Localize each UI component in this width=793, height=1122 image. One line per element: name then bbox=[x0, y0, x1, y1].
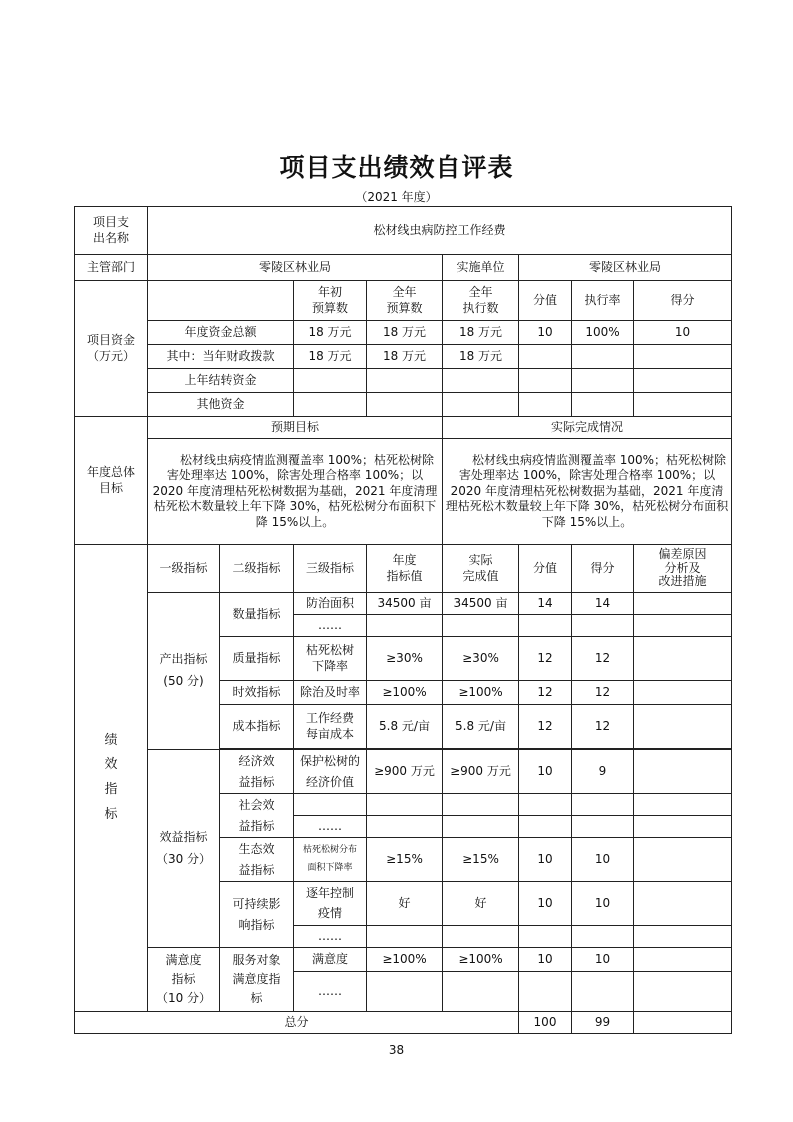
perf-header: 年度 指标值 bbox=[367, 545, 443, 593]
level2-sustainable: 可持续影 响指标 bbox=[220, 882, 294, 948]
funds-header: 年初 预算数 bbox=[294, 281, 367, 321]
actual-cell: ≥15% bbox=[443, 838, 519, 882]
level3-cell: 防治面积 bbox=[294, 593, 367, 615]
target-cell: ≥900 万元 bbox=[367, 750, 443, 794]
got-cell bbox=[572, 816, 634, 838]
score-cell bbox=[519, 972, 572, 1012]
target-cell bbox=[367, 972, 443, 1012]
remark-cell bbox=[634, 816, 732, 838]
level3-cell: …… bbox=[294, 816, 367, 838]
score-cell: 12 bbox=[519, 705, 572, 749]
score-cell: 12 bbox=[519, 681, 572, 705]
target-cell: 5.8 元/亩 bbox=[367, 705, 443, 749]
got-cell: 10 bbox=[572, 838, 634, 882]
level2-timeliness: 时效指标 bbox=[220, 681, 294, 705]
got-cell bbox=[572, 615, 634, 637]
funds-row-name: 上年结转资金 bbox=[148, 369, 294, 393]
perf-header: 得分 bbox=[572, 545, 634, 593]
actual-result-text: 松材线虫病疫情监测覆盖率 100%；枯死松树除害处理率达 100%，除害处理合格率 100%；以 2020 年度清理枯死松树数据为基础，2021 年度清理枯死松木数量较上年下降 30%，枯死松树分布面积下降 15%以上。 bbox=[443, 439, 732, 545]
goals-label: 年度总体 目标 bbox=[75, 417, 148, 545]
funds-header: 得分 bbox=[634, 281, 732, 321]
level3-cell: 除治及时率 bbox=[294, 681, 367, 705]
remark-cell bbox=[634, 794, 732, 816]
project-name-label: 项目支 出名称 bbox=[75, 207, 148, 255]
level1-satisfaction: 满意度 指标 （10 分） bbox=[148, 948, 220, 1012]
target-cell: ≥30% bbox=[367, 637, 443, 681]
level3-cell bbox=[294, 794, 367, 816]
remark-cell bbox=[634, 637, 732, 681]
funds-cell: 18 万元 bbox=[294, 345, 367, 369]
level2-economic: 经济效 益指标 bbox=[220, 750, 294, 794]
got-cell bbox=[572, 926, 634, 948]
score-cell bbox=[519, 926, 572, 948]
funds-header-blank bbox=[148, 281, 294, 321]
funds-cell bbox=[634, 345, 732, 369]
level3-cell: 逐年控制 疫情 bbox=[294, 882, 367, 926]
impl-unit-label: 实施单位 bbox=[443, 255, 519, 281]
funds-cell bbox=[443, 369, 519, 393]
actual-cell bbox=[443, 972, 519, 1012]
level2-social: 社会效 益指标 bbox=[220, 794, 294, 838]
funds-cell: 18 万元 bbox=[367, 345, 443, 369]
self-evaluation-table bbox=[74, 206, 732, 1034]
target-cell bbox=[367, 816, 443, 838]
actual-cell bbox=[443, 615, 519, 637]
perf-header: 一级指标 bbox=[148, 545, 220, 593]
funds-cell: 18 万元 bbox=[443, 345, 519, 369]
year-label: （2021 年度） bbox=[355, 190, 438, 204]
target-cell bbox=[367, 794, 443, 816]
funds-row-name: 其中：当年财政拨款 bbox=[148, 345, 294, 369]
actual-cell bbox=[443, 794, 519, 816]
target-cell: ≥100% bbox=[367, 681, 443, 705]
funds-cell bbox=[572, 369, 634, 393]
page-title: 项目支出绩效自评表 bbox=[279, 153, 514, 182]
funds-cell bbox=[572, 393, 634, 417]
funds-cell bbox=[294, 393, 367, 417]
funds-cell: 18 万元 bbox=[367, 321, 443, 345]
target-cell: 好 bbox=[367, 882, 443, 926]
remark-cell bbox=[634, 593, 732, 615]
level2-quality: 质量指标 bbox=[220, 637, 294, 681]
remark-cell bbox=[634, 882, 732, 926]
score-cell bbox=[519, 794, 572, 816]
level3-cell: 工作经费 每亩成本 bbox=[294, 705, 367, 749]
level2-quantity: 数量指标 bbox=[220, 593, 294, 637]
got-cell: 9 bbox=[572, 750, 634, 794]
funds-cell bbox=[519, 369, 572, 393]
funds-header: 分值 bbox=[519, 281, 572, 321]
page-number: 38 bbox=[388, 1043, 405, 1057]
actual-cell: ≥900 万元 bbox=[443, 750, 519, 794]
got-cell: 12 bbox=[572, 705, 634, 749]
remark-cell bbox=[634, 615, 732, 637]
remark-cell bbox=[634, 948, 732, 972]
remark-cell bbox=[634, 681, 732, 705]
funds-cell bbox=[443, 393, 519, 417]
actual-cell: 好 bbox=[443, 882, 519, 926]
funds-cell bbox=[367, 393, 443, 417]
got-cell bbox=[572, 794, 634, 816]
remark-cell bbox=[634, 838, 732, 882]
funds-header: 执行率 bbox=[572, 281, 634, 321]
level3-cell: 满意度 bbox=[294, 948, 367, 972]
target-cell bbox=[367, 926, 443, 948]
score-cell: 12 bbox=[519, 637, 572, 681]
impl-unit-value: 零陵区林业局 bbox=[519, 255, 732, 281]
funds-label: 项目资金 （万元） bbox=[75, 281, 148, 417]
perf-header: 实际 完成值 bbox=[443, 545, 519, 593]
funds-cell bbox=[294, 369, 367, 393]
actual-cell: 34500 亩 bbox=[443, 593, 519, 615]
level3-cell: 枯死松树 下降率 bbox=[294, 637, 367, 681]
total-score: 100 bbox=[519, 1012, 572, 1034]
remark-cell bbox=[634, 750, 732, 794]
funds-cell bbox=[572, 345, 634, 369]
score-cell: 10 bbox=[519, 750, 572, 794]
level3-cell: …… bbox=[294, 972, 367, 1012]
expected-goal-header: 预期目标 bbox=[148, 417, 443, 439]
level1-output: 产出指标 (50 分) bbox=[148, 593, 220, 750]
level2-ecological: 生态效 益指标 bbox=[220, 838, 294, 882]
got-cell: 12 bbox=[572, 637, 634, 681]
funds-cell: 18 万元 bbox=[294, 321, 367, 345]
perf-header: 三级指标 bbox=[294, 545, 367, 593]
funds-cell bbox=[634, 369, 732, 393]
actual-cell: ≥100% bbox=[443, 948, 519, 972]
got-cell: 14 bbox=[572, 593, 634, 615]
funds-cell bbox=[634, 393, 732, 417]
remark-cell bbox=[634, 926, 732, 948]
remark-cell bbox=[634, 705, 732, 749]
project-name-value: 松材线虫病防控工作经费 bbox=[148, 207, 732, 255]
target-cell bbox=[367, 615, 443, 637]
funds-header: 全年 执行数 bbox=[443, 281, 519, 321]
level3-cell: 枯死松树分布 面积下降率 bbox=[294, 838, 367, 882]
dept-value: 零陵区林业局 bbox=[148, 255, 443, 281]
perf-label-text: 绩效指标 bbox=[104, 732, 118, 822]
remark-cell bbox=[634, 972, 732, 1012]
actual-cell: 5.8 元/亩 bbox=[443, 705, 519, 749]
score-cell: 10 bbox=[519, 948, 572, 972]
target-cell: ≥15% bbox=[367, 838, 443, 882]
total-got: 99 bbox=[572, 1012, 634, 1034]
total-label: 总分 bbox=[75, 1012, 519, 1034]
score-cell bbox=[519, 816, 572, 838]
level2-cost: 成本指标 bbox=[220, 705, 294, 749]
level3-cell: 保护松树的 经济价值 bbox=[294, 750, 367, 794]
level3-cell: …… bbox=[294, 615, 367, 637]
dept-label: 主管部门 bbox=[75, 255, 148, 281]
funds-cell bbox=[519, 393, 572, 417]
level3-cell: …… bbox=[294, 926, 367, 948]
funds-cell bbox=[367, 369, 443, 393]
target-cell: ≥100% bbox=[367, 948, 443, 972]
actual-cell: ≥30% bbox=[443, 637, 519, 681]
funds-cell: 18 万元 bbox=[443, 321, 519, 345]
got-cell: 12 bbox=[572, 681, 634, 705]
got-cell: 10 bbox=[572, 882, 634, 926]
actual-result-header: 实际完成情况 bbox=[443, 417, 732, 439]
funds-row-name: 年度资金总额 bbox=[148, 321, 294, 345]
funds-header: 全年 预算数 bbox=[367, 281, 443, 321]
perf-header: 偏差原因 分析及 改进措施 bbox=[634, 545, 732, 593]
perf-header: 二级指标 bbox=[220, 545, 294, 593]
target-cell: 34500 亩 bbox=[367, 593, 443, 615]
expected-goal-text: 松材线虫病疫情监测覆盖率 100%；枯死松树除害处理率达 100%，除害处理合格率 100%；以 2020 年度清理枯死松树数据为基础，2021 年度清理枯死松木数量较上年下降 30%，枯死松树分布面积下降 15%以上。 bbox=[148, 439, 443, 545]
perf-label bbox=[75, 545, 148, 1012]
score-cell bbox=[519, 615, 572, 637]
score-cell: 14 bbox=[519, 593, 572, 615]
actual-cell bbox=[443, 816, 519, 838]
total-remark bbox=[634, 1012, 732, 1034]
actual-cell bbox=[443, 926, 519, 948]
got-cell bbox=[572, 972, 634, 1012]
got-cell: 10 bbox=[572, 948, 634, 972]
score-cell: 10 bbox=[519, 882, 572, 926]
funds-row-name: 其他资金 bbox=[148, 393, 294, 417]
funds-cell bbox=[519, 345, 572, 369]
level2-service: 服务对象 满意度指 标 bbox=[220, 948, 294, 1012]
funds-cell: 10 bbox=[519, 321, 572, 345]
funds-cell: 100% bbox=[572, 321, 634, 345]
score-cell: 10 bbox=[519, 838, 572, 882]
actual-cell: ≥100% bbox=[443, 681, 519, 705]
level1-benefit: 效益指标 （30 分） bbox=[148, 750, 220, 948]
perf-header: 分值 bbox=[519, 545, 572, 593]
funds-cell: 10 bbox=[634, 321, 732, 345]
